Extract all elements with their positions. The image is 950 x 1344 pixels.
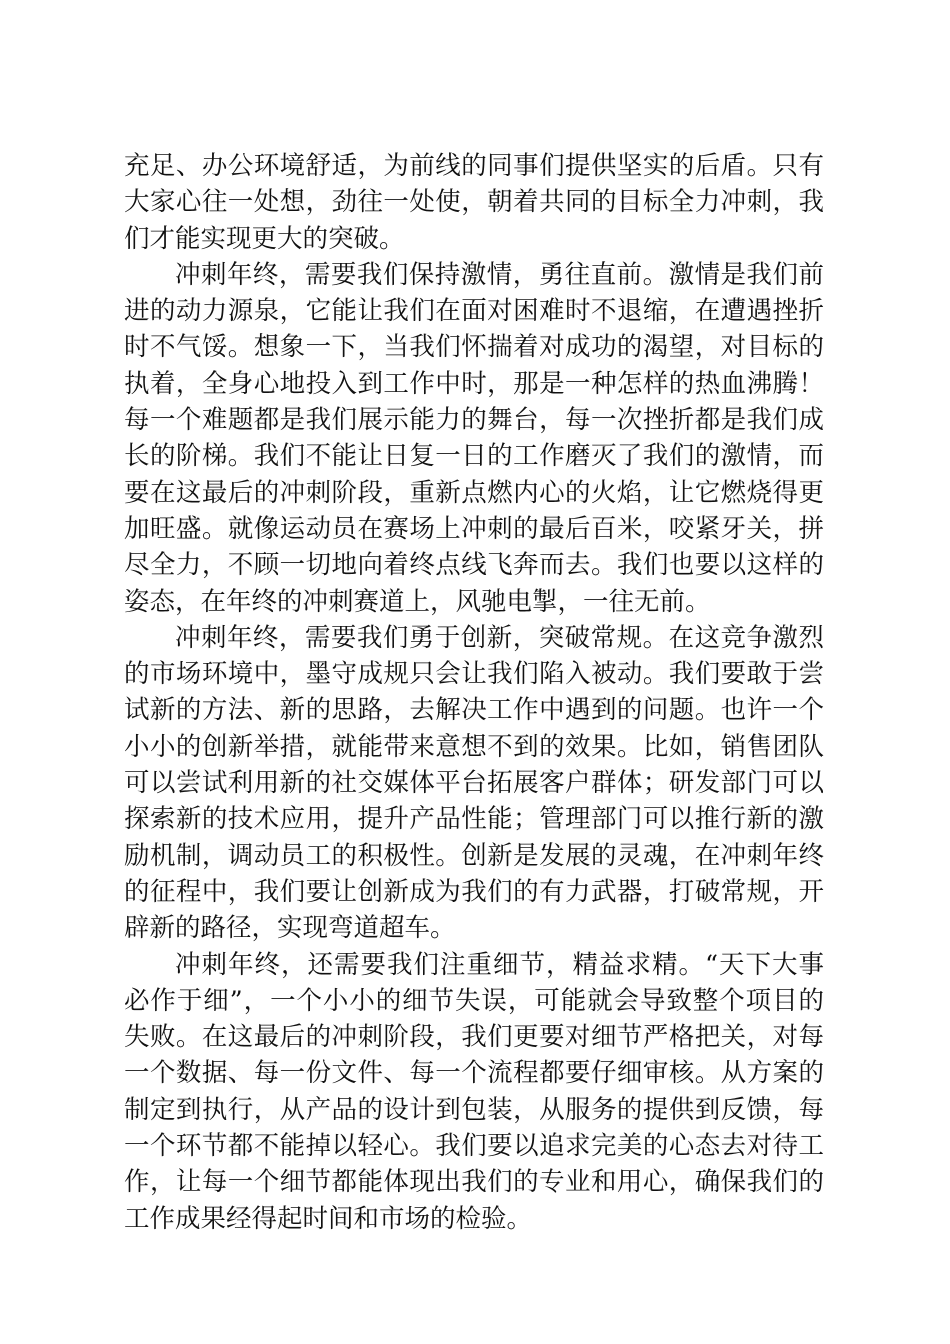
document-body: [124, 148, 824, 1237]
paragraph-3: 冲刺年终，需要我们勇于创新，突破常规。在这竞争激烈的市场环境中，墨守成规只会让我们陷入被动。我们要敢于尝试新的方法、新的思路，去解决工作中遇到的问题。也许一个小小的创新举措，就能带来意想不到的效果。比如，销售团队可以尝试利用新的社交媒体平台拓展客户群体；研发部门可以探索新的技术应用，提升产品性能；管理部门可以推行新的激励机制，调动员工的积极性。创新是发展的灵魂，在冲刺年终的征程中，我们要让创新成为我们的有力武器，打破常规，开辟新的路径，实现弯道超车。: [124, 622, 824, 944]
paragraph-2: 冲刺年终，需要我们保持激情，勇往直前。激情是我们前进的动力源泉，它能让我们在面对困难时不退缩，在遭遇挫折时不气馁。想象一下，当我们怀揣着对成功的渴望，对目标的执着，全身心地投入到工作中时，那是一种怎样的热血沸腾！每一个难题都是我们展示能力的舞台，每一次挫折都是我们成长的阶梯。我们不能让日复一日的工作磨灭了我们的激情，而要在这最后的冲刺阶段，重新点燃内心的火焰，让它燃烧得更加旺盛。就像运动员在赛场上冲刺的最后百米，咬紧牙关，拼尽全力，不顾一切地向着终点线飞奔而去。我们也要以这样的姿态，在年终的冲刺赛道上，风驰电掣，一往无前。: [124, 259, 824, 617]
paragraph-4: 冲刺年终，还需要我们注重细节，精益求精。“天下大事必作于细”，一个小小的细节失误，可能就会导致整个项目的失败。在这最后的冲刺阶段，我们更要对细节严格把关，对每一个数据、每一份文件、每一个流程都要仔细审核。从方案的制定到执行，从产品的设计到包装，从服务的提供到反馈，每一个环节都不能掉以轻心。我们要以追求完美的心态去对待工作，让每一个细节都能体现出我们的专业和用心，确保我们的工作成果经得起时间和市场的检验。: [124, 949, 824, 1234]
paragraph-1: 充足、办公环境舒适，为前线的同事们提供坚实的后盾。只有大家心往一处想，劲往一处使，朝着共同的目标全力冲刺，我们才能实现更大的突破。: [124, 151, 824, 254]
